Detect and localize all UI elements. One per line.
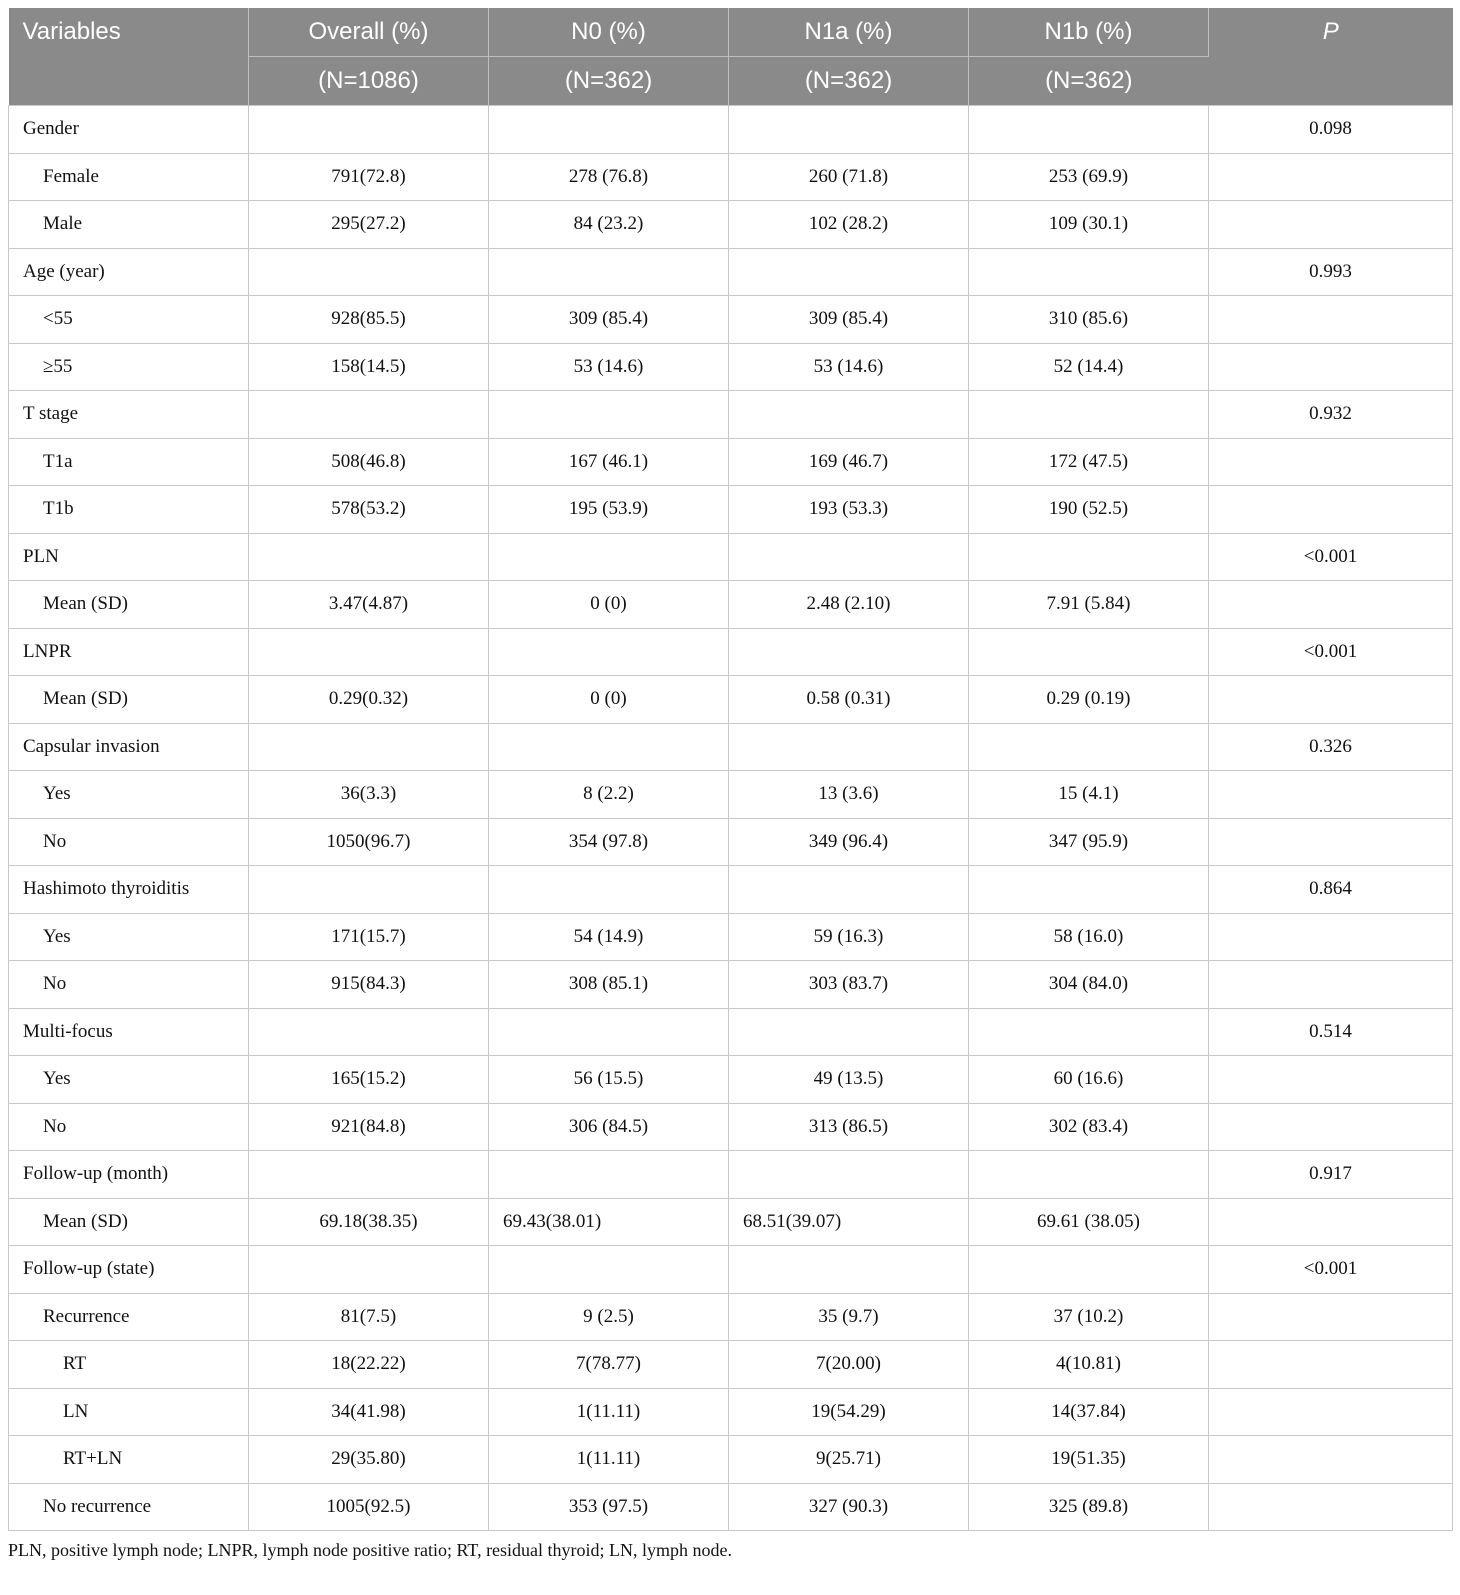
header-variables: Variables: [9, 8, 249, 106]
cell-label: No: [9, 818, 249, 866]
table-row: [9, 1483, 1453, 1531]
cell-label: Female: [9, 153, 249, 201]
cell-p: [1209, 153, 1453, 201]
table-row: [9, 1246, 1453, 1294]
cell-n1b: [969, 628, 1209, 676]
table-row: [9, 723, 1453, 771]
cell-label: RT+LN: [9, 1436, 249, 1484]
cell-p: [1209, 1341, 1453, 1389]
cell-overall: 69.18(38.35): [249, 1198, 489, 1246]
cell-n1a: 59 (16.3): [729, 913, 969, 961]
cell-n1b: 7.91 (5.84): [969, 581, 1209, 629]
header-overall: Overall (%): [249, 8, 489, 57]
cell-n0: 167 (46.1): [489, 438, 729, 486]
cell-n1b: 4(10.81): [969, 1341, 1209, 1389]
cell-n1b: 109 (30.1): [969, 201, 1209, 249]
cell-n1b: [969, 1008, 1209, 1056]
cell-n1b: [969, 1246, 1209, 1294]
cell-p: [1209, 296, 1453, 344]
cell-n1a: 309 (85.4): [729, 296, 969, 344]
cell-n1a: [729, 723, 969, 771]
cell-p: [1209, 438, 1453, 486]
cell-label: Mean (SD): [9, 1198, 249, 1246]
cell-p: <0.001: [1209, 628, 1453, 676]
cell-n1b: [969, 723, 1209, 771]
cell-n1a: [729, 628, 969, 676]
cell-p: [1209, 1483, 1453, 1531]
table-row: [9, 1008, 1453, 1056]
cell-p: [1209, 486, 1453, 534]
cell-p: 0.993: [1209, 248, 1453, 296]
table-row: [9, 866, 1453, 914]
cell-n1b: [969, 866, 1209, 914]
cell-n0: [489, 391, 729, 439]
cell-label: Gender: [9, 106, 249, 154]
table-row: [9, 486, 1453, 534]
cell-n1b: 52 (14.4): [969, 343, 1209, 391]
cell-p: [1209, 818, 1453, 866]
cell-n1a: [729, 1008, 969, 1056]
cell-n1b: 15 (4.1): [969, 771, 1209, 819]
cell-label: Capsular invasion: [9, 723, 249, 771]
header-overall-n: (N=1086): [249, 57, 489, 106]
table-row: [9, 1341, 1453, 1389]
cell-label: Male: [9, 201, 249, 249]
cell-n1b: 302 (83.4): [969, 1103, 1209, 1151]
table-row: [9, 771, 1453, 819]
table-row: [9, 533, 1453, 581]
table-row: [9, 438, 1453, 486]
cell-label: RT: [9, 1341, 249, 1389]
cell-label: T1b: [9, 486, 249, 534]
table-row: [9, 1388, 1453, 1436]
cell-overall: 1050(96.7): [249, 818, 489, 866]
cell-n0: 309 (85.4): [489, 296, 729, 344]
cell-overall: [249, 391, 489, 439]
table-row: [9, 201, 1453, 249]
table-row: [9, 1293, 1453, 1341]
cell-n0: [489, 1246, 729, 1294]
header-p: P: [1209, 8, 1453, 106]
cell-p: [1209, 1198, 1453, 1246]
table-row: [9, 1103, 1453, 1151]
cell-overall: 915(84.3): [249, 961, 489, 1009]
cell-n1b: 347 (95.9): [969, 818, 1209, 866]
cell-label: ≥55: [9, 343, 249, 391]
cell-n1a: [729, 1246, 969, 1294]
cell-n1b: [969, 106, 1209, 154]
cell-n1b: [969, 533, 1209, 581]
header-n1b-n: (N=362): [969, 57, 1209, 106]
table-footnote: PLN, positive lymph node; LNPR, lymph node positive ratio; RT, residual thyroid; LN, lymph node.: [8, 1540, 733, 1560]
cell-n0: [489, 723, 729, 771]
cell-overall: 928(85.5): [249, 296, 489, 344]
cell-n0: 1(11.11): [489, 1388, 729, 1436]
cell-p: [1209, 961, 1453, 1009]
cell-p: [1209, 676, 1453, 724]
cell-n0: [489, 1008, 729, 1056]
cell-n1a: 35 (9.7): [729, 1293, 969, 1341]
cell-overall: 34(41.98): [249, 1388, 489, 1436]
table-row: [9, 676, 1453, 724]
cell-label: Yes: [9, 913, 249, 961]
cell-n1a: [729, 391, 969, 439]
cell-n0: 1(11.11): [489, 1436, 729, 1484]
cell-n1b: [969, 1151, 1209, 1199]
cell-n0: 353 (97.5): [489, 1483, 729, 1531]
cell-overall: 18(22.22): [249, 1341, 489, 1389]
cell-n0: [489, 628, 729, 676]
cell-label: Follow-up (month): [9, 1151, 249, 1199]
cell-n1a: [729, 533, 969, 581]
cell-n1b: 37 (10.2): [969, 1293, 1209, 1341]
table-row: [9, 818, 1453, 866]
header-n1a: N1a (%): [729, 8, 969, 57]
cell-label: Multi-focus: [9, 1008, 249, 1056]
cell-label: T stage: [9, 391, 249, 439]
cell-label: Yes: [9, 771, 249, 819]
cell-p: [1209, 1388, 1453, 1436]
cell-n1a: 349 (96.4): [729, 818, 969, 866]
cell-n1b: 58 (16.0): [969, 913, 1209, 961]
cell-overall: 791(72.8): [249, 153, 489, 201]
cell-n1b: 60 (16.6): [969, 1056, 1209, 1104]
cell-label: Yes: [9, 1056, 249, 1104]
table-row: [9, 248, 1453, 296]
cell-overall: 29(35.80): [249, 1436, 489, 1484]
cell-label: LN: [9, 1388, 249, 1436]
cell-n1a: 313 (86.5): [729, 1103, 969, 1151]
cell-label: No recurrence: [9, 1483, 249, 1531]
cell-label: Mean (SD): [9, 581, 249, 629]
cell-overall: 0.29(0.32): [249, 676, 489, 724]
cell-p: 0.917: [1209, 1151, 1453, 1199]
table-row: [9, 153, 1453, 201]
cell-n1a: 327 (90.3): [729, 1483, 969, 1531]
cell-n0: 53 (14.6): [489, 343, 729, 391]
cell-label: Age (year): [9, 248, 249, 296]
cell-n1b: 19(51.35): [969, 1436, 1209, 1484]
cell-n0: 306 (84.5): [489, 1103, 729, 1151]
cell-n0: 9 (2.5): [489, 1293, 729, 1341]
table-row: [9, 296, 1453, 344]
cell-n1b: [969, 248, 1209, 296]
cell-n1a: 19(54.29): [729, 1388, 969, 1436]
table-row: [9, 1198, 1453, 1246]
cell-overall: [249, 1151, 489, 1199]
table-row: [9, 1056, 1453, 1104]
cell-n1a: 2.48 (2.10): [729, 581, 969, 629]
cell-p: [1209, 1103, 1453, 1151]
table-row: [9, 961, 1453, 1009]
cell-n1b: [969, 391, 1209, 439]
table-row: [9, 106, 1453, 154]
table-row: [9, 391, 1453, 439]
cell-label: No: [9, 1103, 249, 1151]
cell-n0: 0 (0): [489, 676, 729, 724]
cell-n1b: 190 (52.5): [969, 486, 1209, 534]
cell-overall: [249, 1008, 489, 1056]
cell-p: [1209, 771, 1453, 819]
cell-p: [1209, 343, 1453, 391]
cell-overall: [249, 533, 489, 581]
cell-p: 0.932: [1209, 391, 1453, 439]
cell-overall: [249, 723, 489, 771]
cell-n0: 8 (2.2): [489, 771, 729, 819]
cell-overall: 921(84.8): [249, 1103, 489, 1151]
cell-n0: [489, 106, 729, 154]
cell-overall: 1005(92.5): [249, 1483, 489, 1531]
cell-p: 0.326: [1209, 723, 1453, 771]
cell-label: LNPR: [9, 628, 249, 676]
cell-n1a: 169 (46.7): [729, 438, 969, 486]
cell-n1a: 53 (14.6): [729, 343, 969, 391]
cell-label: <55: [9, 296, 249, 344]
cell-p: 0.864: [1209, 866, 1453, 914]
cell-overall: 36(3.3): [249, 771, 489, 819]
cell-n1a: 13 (3.6): [729, 771, 969, 819]
cell-n0: [489, 533, 729, 581]
cell-overall: 3.47(4.87): [249, 581, 489, 629]
cell-overall: 578(53.2): [249, 486, 489, 534]
cell-n1a: 0.58 (0.31): [729, 676, 969, 724]
cell-p: [1209, 1056, 1453, 1104]
cell-n1b: 304 (84.0): [969, 961, 1209, 1009]
cell-n1b: 69.61 (38.05): [969, 1198, 1209, 1246]
cell-overall: [249, 106, 489, 154]
table-row: [9, 913, 1453, 961]
cell-n0: [489, 866, 729, 914]
cell-p: 0.514: [1209, 1008, 1453, 1056]
cell-n1a: 68.51(39.07): [729, 1198, 969, 1246]
cell-n1a: 49 (13.5): [729, 1056, 969, 1104]
cell-n1a: [729, 248, 969, 296]
cell-label: T1a: [9, 438, 249, 486]
cell-n0: 308 (85.1): [489, 961, 729, 1009]
cell-n0: 7(78.77): [489, 1341, 729, 1389]
cell-overall: [249, 1246, 489, 1294]
cell-n1a: 303 (83.7): [729, 961, 969, 1009]
cell-p: [1209, 1436, 1453, 1484]
cell-overall: [249, 866, 489, 914]
cell-p: 0.098: [1209, 106, 1453, 154]
cell-n1a: [729, 106, 969, 154]
cell-label: PLN: [9, 533, 249, 581]
cell-n0: 278 (76.8): [489, 153, 729, 201]
cell-n1a: 193 (53.3): [729, 486, 969, 534]
cell-n0: 354 (97.8): [489, 818, 729, 866]
table-row: [9, 343, 1453, 391]
table-container: [8, 8, 1452, 1531]
table-row: [9, 581, 1453, 629]
cell-label: Hashimoto thyroiditis: [9, 866, 249, 914]
header-n0-n: (N=362): [489, 57, 729, 106]
cell-n0: 56 (15.5): [489, 1056, 729, 1104]
cell-p: [1209, 913, 1453, 961]
header-n1a-n: (N=362): [729, 57, 969, 106]
header-n0: N0 (%): [489, 8, 729, 57]
cell-n0: [489, 1151, 729, 1199]
cell-label: No: [9, 961, 249, 1009]
table-row: [9, 628, 1453, 676]
cell-n0: 84 (23.2): [489, 201, 729, 249]
cell-p: [1209, 581, 1453, 629]
data-table: [8, 8, 1453, 1531]
cell-p: <0.001: [1209, 1246, 1453, 1294]
cell-n1a: 7(20.00): [729, 1341, 969, 1389]
cell-overall: 508(46.8): [249, 438, 489, 486]
header-n1b: N1b (%): [969, 8, 1209, 57]
cell-n1b: 253 (69.9): [969, 153, 1209, 201]
table-body: [9, 106, 1453, 1531]
table-header: [9, 8, 1453, 106]
cell-label: Mean (SD): [9, 676, 249, 724]
cell-label: Follow-up (state): [9, 1246, 249, 1294]
cell-p: [1209, 1293, 1453, 1341]
cell-n0: 54 (14.9): [489, 913, 729, 961]
cell-n1a: 260 (71.8): [729, 153, 969, 201]
cell-n0: 195 (53.9): [489, 486, 729, 534]
table-row: [9, 1151, 1453, 1199]
cell-n1a: 102 (28.2): [729, 201, 969, 249]
cell-n1b: 172 (47.5): [969, 438, 1209, 486]
cell-overall: 165(15.2): [249, 1056, 489, 1104]
cell-n1a: 9(25.71): [729, 1436, 969, 1484]
cell-n1a: [729, 866, 969, 914]
cell-n1b: 0.29 (0.19): [969, 676, 1209, 724]
cell-n0: 0 (0): [489, 581, 729, 629]
cell-overall: 81(7.5): [249, 1293, 489, 1341]
cell-overall: 171(15.7): [249, 913, 489, 961]
cell-overall: 295(27.2): [249, 201, 489, 249]
cell-overall: [249, 248, 489, 296]
cell-n1b: 310 (85.6): [969, 296, 1209, 344]
cell-p: <0.001: [1209, 533, 1453, 581]
cell-p: [1209, 201, 1453, 249]
cell-n1b: 14(37.84): [969, 1388, 1209, 1436]
cell-n0: 69.43(38.01): [489, 1198, 729, 1246]
table-row: [9, 1436, 1453, 1484]
cell-overall: 158(14.5): [249, 343, 489, 391]
cell-overall: [249, 628, 489, 676]
cell-n0: [489, 248, 729, 296]
cell-n1a: [729, 1151, 969, 1199]
cell-label: Recurrence: [9, 1293, 249, 1341]
cell-n1b: 325 (89.8): [969, 1483, 1209, 1531]
